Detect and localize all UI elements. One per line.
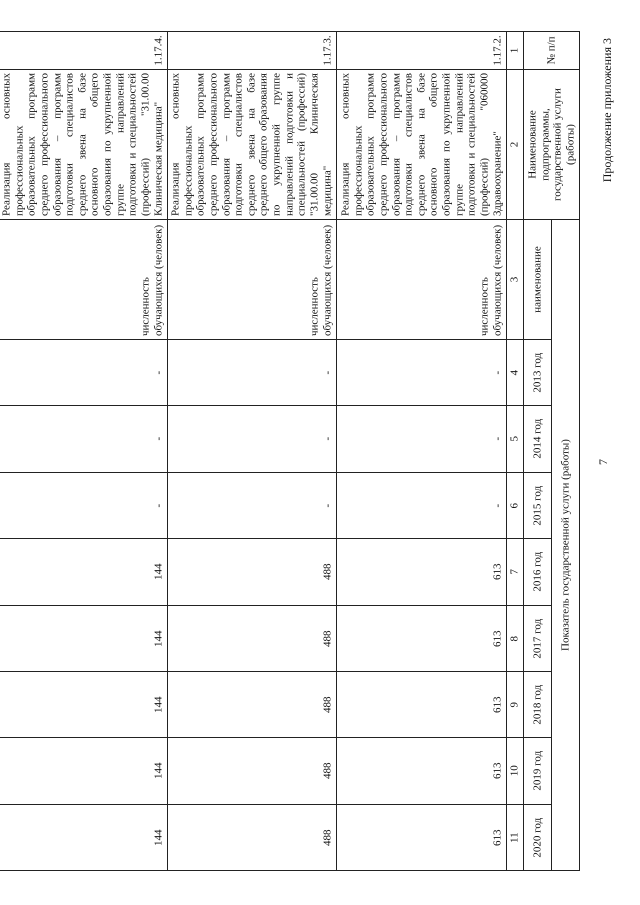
indicator-value: 488: [168, 738, 337, 804]
indicator-name: численность обучающихся (человек): [0, 220, 168, 340]
indicator-value: -: [0, 406, 168, 472]
indicator-value: -: [337, 340, 506, 406]
indicator-value: -: [0, 340, 168, 406]
column-number: 7: [506, 539, 524, 605]
service-name: Реализация основных профессиональных образовательных программ среднего профессионального образования – программ подготовки специалистов среднего звена на базе основного общего образования по укрупненной группе направлений подготовки и специальностей (профессий) "060000 Здравоохранение": [337, 70, 506, 220]
indicator-value: 613: [337, 539, 506, 605]
table-row: [0, 32, 168, 871]
header-indicator-group: Показатель государственной услуги (работы): [552, 220, 580, 871]
indicator-value: 613: [337, 804, 506, 870]
header-year: 2018 год: [524, 671, 552, 737]
service-name: Реализация основных профессиональных образовательных программ среднего профессионального образования – программ подготовки специалистов среднего звена на базе среднего общего образования по укрупненной группе направлений подготовки и специальностей (профессий) "31.00.00 Клиническая медицина": [168, 70, 337, 220]
indicator-value: 613: [337, 605, 506, 671]
column-number: 6: [506, 472, 524, 538]
header-year: 2016 год: [524, 539, 552, 605]
indicator-value: 613: [337, 671, 506, 737]
indicator-name: численность обучающихся (человек): [337, 220, 506, 340]
header-year: 2017 год: [524, 605, 552, 671]
header-year: 2015 год: [524, 472, 552, 538]
column-number: 3: [506, 220, 524, 340]
header-year: 2013 год: [524, 340, 552, 406]
column-number: 11: [506, 804, 524, 870]
table-row: [337, 32, 506, 871]
column-number: 5: [506, 406, 524, 472]
indicator-value: -: [337, 472, 506, 538]
indicator-value: -: [337, 406, 506, 472]
column-number: 4: [506, 340, 524, 406]
appendix-continuation-note: Продолжение приложения 3: [600, 38, 614, 183]
header-year: 2019 год: [524, 738, 552, 804]
column-number: 8: [506, 605, 524, 671]
row-number: 1.17.2.: [337, 32, 506, 70]
indicator-value: 144: [0, 671, 168, 737]
indicator-value: -: [168, 472, 337, 538]
indicator-name: численность обучающихся (человек): [168, 220, 337, 340]
column-number: 9: [506, 671, 524, 737]
indicator-value: 613: [337, 738, 506, 804]
indicator-value: 488: [168, 671, 337, 737]
table-row: [168, 32, 337, 871]
row-number: 1.17.3.: [168, 32, 337, 70]
indicator-value: 488: [168, 605, 337, 671]
indicator-value: 144: [0, 605, 168, 671]
indicator-value: 144: [0, 738, 168, 804]
indicator-value: 488: [168, 804, 337, 870]
column-number: 1: [506, 32, 524, 70]
header-no: № п/п: [524, 32, 580, 70]
column-number: 2: [506, 70, 524, 220]
indicator-value: 488: [168, 539, 337, 605]
header-year: 2014 год: [524, 406, 552, 472]
header-year: 2020 год: [524, 804, 552, 870]
header-program-name: Наименование подпрограммы, государственной услуги (работы): [524, 70, 580, 220]
header-indicator-name: наименование: [524, 220, 552, 340]
indicator-value: 144: [0, 539, 168, 605]
page-number: 7: [596, 459, 610, 465]
indicator-value: 144: [0, 804, 168, 870]
indicator-value: -: [0, 472, 168, 538]
indicator-value: -: [168, 340, 337, 406]
column-number: 10: [506, 738, 524, 804]
services-indicator-table: [0, 31, 580, 871]
service-name: Реализация основных профессиональных образовательных программ среднего профессионального образования – программ подготовки специалистов среднего звена на базе основного общего образования по укрупненной группе направлений подготовки и специальностей (профессий) "31.00.00 Клиническая медицина": [0, 70, 168, 220]
row-number: 1.17.4.: [0, 32, 168, 70]
indicator-value: -: [168, 406, 337, 472]
